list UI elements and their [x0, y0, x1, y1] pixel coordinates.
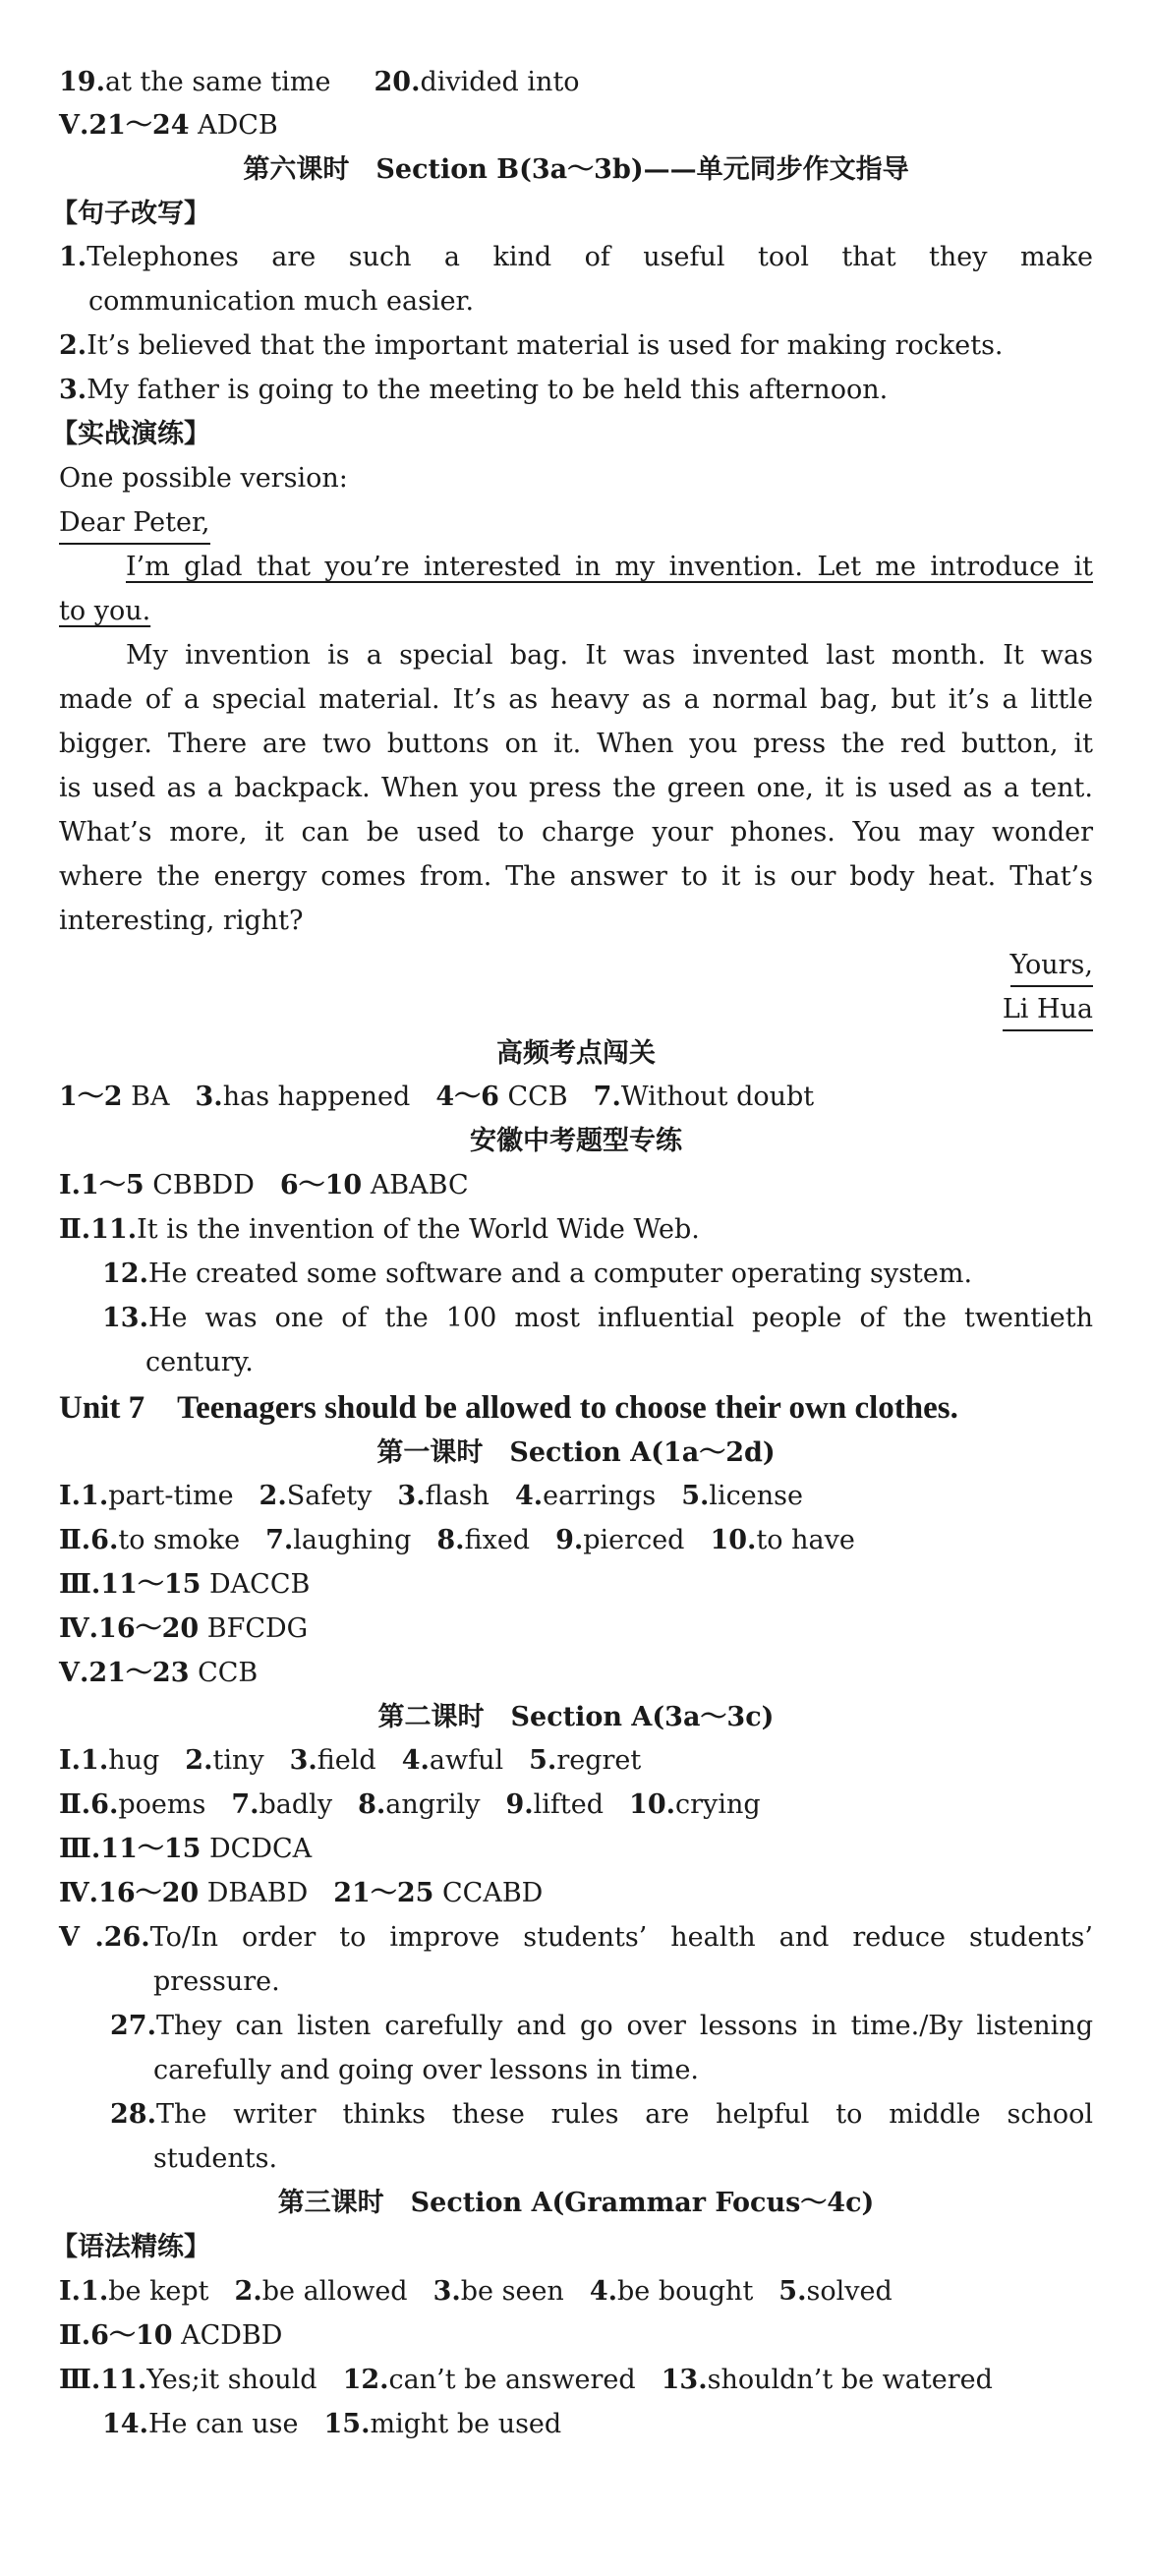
- ah-q13b: century.: [145, 1347, 254, 1377]
- answer-text: Yes;it should: [146, 2365, 317, 2395]
- letter-p1b: to you.: [59, 596, 151, 626]
- answer-text: pierced: [583, 1525, 685, 1555]
- answer-text: 5.: [681, 1481, 710, 1511]
- answer-text: poems: [118, 1789, 206, 1820]
- answer-text: might be used: [370, 2409, 562, 2439]
- answer-text: earrings: [543, 1481, 657, 1511]
- letter-p2c: bigger. There are two buttons on it. When you press the red button, it: [59, 729, 1093, 759]
- answer-line-19-20: [59, 61, 1093, 104]
- answer-text: 3.: [195, 1082, 223, 1112]
- answer-text: at the same time: [104, 67, 331, 97]
- answer-text: part-time: [108, 1481, 234, 1511]
- u7-l1-r4: [59, 1608, 1093, 1651]
- answer-text: 3.: [432, 2276, 461, 2307]
- grammar-heading: 【语法精练】: [51, 2232, 210, 2262]
- answer-text: Ⅳ.16～20: [59, 1613, 200, 1644]
- answer-text: can’t be answered: [388, 2365, 636, 2395]
- answer-text: DBABD: [206, 1878, 309, 1908]
- answer-text: He can use: [147, 2409, 299, 2439]
- letter-signature: [59, 988, 1093, 1031]
- answer-text: 2.: [234, 2276, 262, 2307]
- answer-text: Li Hua: [1003, 990, 1093, 1031]
- u7-l1-r1: [59, 1475, 1093, 1518]
- answer-text: be seen: [460, 2276, 564, 2307]
- answer-text: Ⅲ.11～15: [59, 1569, 202, 1600]
- answer-text: The writer thinks these rules are helpful to middle school: [155, 2099, 1093, 2130]
- answer-text: flash: [425, 1481, 490, 1511]
- u7-q28b: students.: [153, 2143, 278, 2174]
- u7-l2-r2: [59, 1784, 1093, 1827]
- answer-text: 9.: [555, 1525, 584, 1555]
- answer-text: Ⅰ.1～5: [59, 1170, 144, 1200]
- answer-text: 1～2: [59, 1082, 123, 1112]
- answer-text: shouldn’t be watered: [707, 2365, 993, 2395]
- answer-text: He was one of the 100 most influential people of the twentieth: [147, 1303, 1093, 1333]
- letter-p2b: made of a special material. It’s as heavy as a normal bag, but it’s a little: [59, 684, 1093, 715]
- u7-l3-r1: [59, 2270, 1093, 2313]
- letter-closing: [59, 944, 1093, 987]
- answer-text: To/In order to improve students’ health and reduce students’: [149, 1922, 1093, 1953]
- answer-text: 2.: [59, 330, 87, 361]
- answer-text: CBBDD: [152, 1170, 255, 1200]
- u7-l2-r1: [59, 1739, 1093, 1783]
- answer-text: divided into: [420, 67, 580, 97]
- answer-text: ABABC: [370, 1170, 469, 1200]
- answer-text: Yours,: [1010, 946, 1093, 987]
- answer-text: CCB: [507, 1082, 568, 1112]
- answer-text: fixed: [464, 1525, 531, 1555]
- answer-text: badly: [259, 1789, 333, 1820]
- answer-text: Ⅱ.11.: [59, 1214, 138, 1245]
- answer-text: 6～10: [279, 1170, 363, 1200]
- answer-text: DACCB: [209, 1569, 311, 1600]
- answer-text: 20.: [374, 67, 421, 97]
- answer-text: ADCB: [198, 110, 278, 141]
- answer-text: CCABD: [442, 1878, 544, 1908]
- ah-q13a: [102, 1297, 1093, 1340]
- u7-l3-title: 第三课时 Section A(Grammar Focus～4c): [277, 2188, 875, 2218]
- answer-text: 10.: [710, 1525, 757, 1555]
- answer-text: Without doubt: [620, 1082, 815, 1112]
- u7-l3-r4: [102, 2403, 1093, 2446]
- answer-text: crying: [675, 1789, 761, 1820]
- answer-text: Telephones are such a kind of useful tool that they make: [86, 242, 1093, 272]
- answer-text: BA: [131, 1082, 170, 1112]
- answer-text: 10.: [629, 1789, 676, 1820]
- answer-text: 5.: [778, 2276, 807, 2307]
- rewrite-2: [59, 324, 1093, 368]
- answer-text: It is the invention of the World Wide Web.: [137, 1214, 700, 1245]
- answer-text: Ⅰ.1.: [59, 2276, 109, 2307]
- answer-text: 4.: [589, 2276, 617, 2307]
- letter-p2d: is used as a backpack. When you press the green one, it is used as a tent.: [59, 773, 1093, 803]
- lesson6-title: 第六课时 Section B(3a～3b)——单元同步作文指导: [243, 154, 909, 185]
- u7-q27b: carefully and going over lessons in time.: [153, 2055, 700, 2085]
- answer-text: regret: [556, 1745, 642, 1776]
- answer-line-21-24: [59, 104, 1093, 147]
- answer-text: They can listen carefully and go over lessons in time./By listening: [155, 2011, 1093, 2041]
- answer-text: Ⅴ.21～23: [59, 1658, 190, 1688]
- letter-p2a: My invention is a special bag. It was invented last month. It was: [126, 640, 1093, 671]
- u7-l2-title: 第二课时 Section A(3a～3c): [377, 1702, 775, 1732]
- letter-p2f: where the energy comes from. The answer to it is our body heat. That’s: [59, 861, 1093, 892]
- answer-text: be allowed: [261, 2276, 408, 2307]
- answer-text: CCB: [198, 1658, 259, 1688]
- answer-text: 12.: [102, 1259, 148, 1289]
- answer-text: Ⅴ.26.: [59, 1922, 150, 1953]
- ah-s1: [59, 1164, 1093, 1207]
- practice-heading: 【实战演练】: [51, 419, 210, 449]
- answer-text: 7.: [593, 1082, 621, 1112]
- answer-text: 3.: [397, 1481, 426, 1511]
- answer-text: Ⅴ.21～24: [59, 110, 190, 141]
- answer-text: 1.: [59, 242, 87, 272]
- rewrite-1a: [59, 236, 1093, 279]
- letter-p1a: I’m glad that you’re interested in my invention. Let me introduce it: [126, 552, 1093, 582]
- answer-text: Ⅰ.1.: [59, 1481, 109, 1511]
- answer-text: to have: [756, 1525, 855, 1555]
- answer-text: Safety: [286, 1481, 373, 1511]
- u7-l3-r2: [59, 2314, 1093, 2358]
- answer-text: Ⅱ.6.: [59, 1789, 119, 1820]
- u7-q27a: [110, 2005, 1093, 2048]
- answer-text: 13.: [661, 2365, 708, 2395]
- answer-text: 5.: [529, 1745, 557, 1776]
- answer-text: 4.: [401, 1745, 430, 1776]
- u7-l1-title: 第一课时 Section A(1a～2d): [376, 1437, 776, 1468]
- answer-text: 28.: [110, 2099, 156, 2130]
- answer-text: be bought: [617, 2276, 754, 2307]
- answer-text: 9.: [505, 1789, 534, 1820]
- u7-q26a: [59, 1916, 1093, 1960]
- answer-text: be kept: [108, 2276, 209, 2307]
- u7-l2-r4: [59, 1872, 1093, 1915]
- possible-version: One possible version:: [59, 463, 348, 494]
- letter-greeting: [59, 501, 1093, 545]
- answer-text: license: [709, 1481, 803, 1511]
- answer-text: awful: [429, 1745, 504, 1776]
- answer-text: Ⅲ.11～15: [59, 1834, 202, 1864]
- answer-text: solved: [806, 2276, 893, 2307]
- ah-q11: [59, 1208, 1093, 1252]
- rewrite-heading: 【句子改写】: [51, 199, 210, 229]
- answer-text: 7.: [231, 1789, 259, 1820]
- answer-text: to smoke: [118, 1525, 241, 1555]
- answer-text: BFCDG: [206, 1613, 309, 1644]
- ah-q12: [102, 1253, 1093, 1296]
- ah-title: 安徽中考题型专练: [470, 1126, 682, 1156]
- hf-title: 高频考点闯关: [496, 1038, 656, 1069]
- answer-text: 15.: [323, 2409, 371, 2439]
- answer-text: 19.: [59, 67, 105, 97]
- answer-text: 12.: [342, 2365, 389, 2395]
- answer-text: 21～25: [333, 1878, 434, 1908]
- answer-text: field: [317, 1745, 376, 1776]
- letter-p2g: interesting, right?: [59, 906, 304, 936]
- answer-text: Ⅳ.16～20: [59, 1878, 200, 1908]
- answer-text: 27.: [110, 2011, 156, 2041]
- answer-text: laughing: [293, 1525, 412, 1555]
- answer-text: My father is going to the meeting to be held this afternoon.: [86, 375, 889, 405]
- u7-l1-r3: [59, 1563, 1093, 1607]
- answer-text: DCDCA: [209, 1834, 313, 1864]
- answer-text: 4.: [514, 1481, 544, 1511]
- hf-answers: [59, 1076, 1093, 1119]
- answer-text: Ⅲ.11.: [59, 2365, 147, 2395]
- answer-text: 8.: [358, 1789, 386, 1820]
- answer-text: 2.: [259, 1481, 287, 1511]
- u7-l2-r3: [59, 1828, 1093, 1871]
- answer-text: lifted: [533, 1789, 605, 1820]
- u7-l1-r5: [59, 1652, 1093, 1695]
- answer-text: It’s believed that the important material is used for making rockets.: [86, 330, 1004, 361]
- answer-text: 13.: [102, 1303, 148, 1333]
- answer-text: He created some software and a computer operating system.: [147, 1259, 973, 1289]
- answer-text: tiny: [212, 1745, 264, 1776]
- unit7-title: Unit 7 Teenagers should be allowed to choose their own clothes.: [59, 1390, 958, 1426]
- answer-text: Dear Peter,: [59, 503, 210, 545]
- answer-text: hug: [108, 1745, 160, 1776]
- answer-text: 8.: [436, 1525, 465, 1555]
- answer-text: 7.: [265, 1525, 294, 1555]
- answer-text: 2.: [185, 1745, 213, 1776]
- answer-text: has happened: [222, 1082, 411, 1112]
- u7-l3-r3: [59, 2359, 1093, 2402]
- letter-p2e: What’s more, it can be used to charge your phones. You may wonder: [59, 817, 1093, 848]
- u7-l1-r2: [59, 1519, 1093, 1562]
- answer-text: Ⅰ.1.: [59, 1745, 109, 1776]
- answer-text: Ⅱ.6.: [59, 1525, 119, 1555]
- answer-text: 4～6: [435, 1082, 499, 1112]
- answer-text: ACDBD: [181, 2320, 283, 2351]
- u7-q26b: pressure.: [153, 1966, 280, 1997]
- answer-text: angrily: [385, 1789, 481, 1820]
- rewrite-3: [59, 369, 1093, 412]
- answer-text: Ⅱ.6～10: [59, 2320, 173, 2351]
- answer-text: 3.: [59, 375, 87, 405]
- answer-text: 14.: [102, 2409, 148, 2439]
- rewrite-1b: communication much easier.: [88, 286, 475, 317]
- u7-q28a: [110, 2093, 1093, 2137]
- answer-text: 3.: [289, 1745, 317, 1776]
